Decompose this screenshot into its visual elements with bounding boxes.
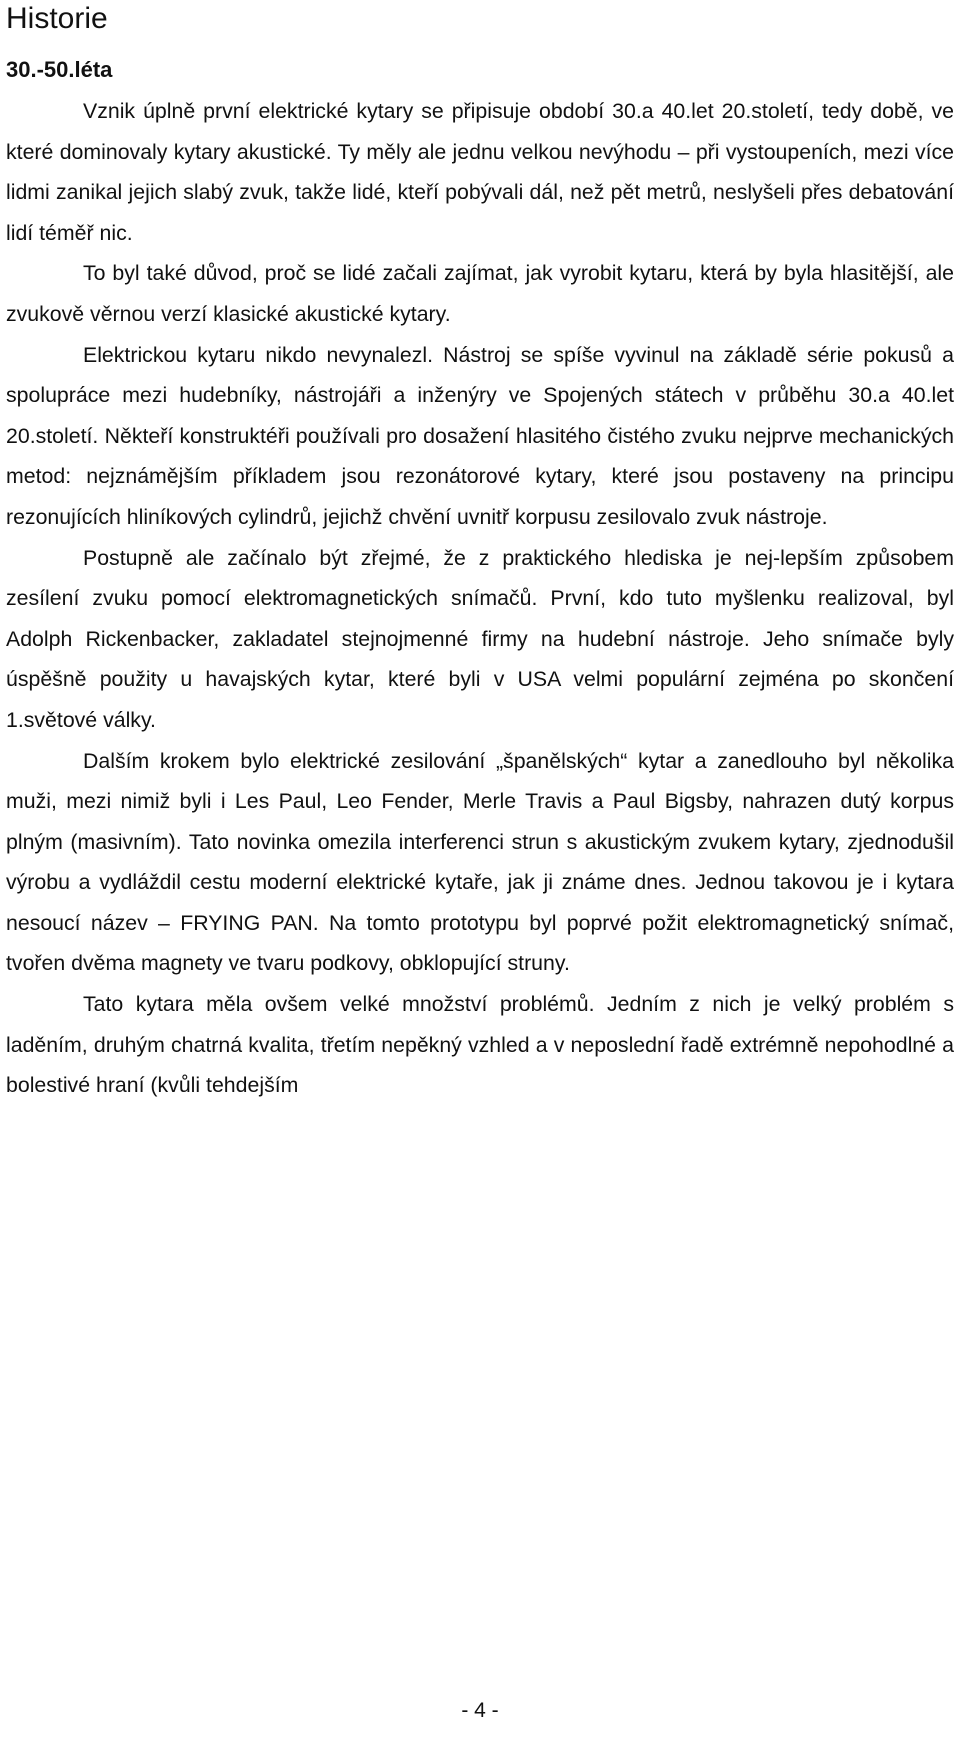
paragraph-pickups: Postupně ale začínalo být zřejmé, že z praktického hlediska je nej-lepším způsobem zesílení zvuku pomocí elektromagnetických snímačů. První, kdo tuto myšlenku realizoval, byl Adolph Rickenbacker, zakladatel stejnojmenné firmy na hudební nástroje. Jeho snímače byly úspěšně použity u havajských kytar, které byli v USA velmi populární zejména po skončení 1.světové války. [6, 545, 954, 732]
document-page [6, 0, 954, 1106]
paragraph-solid-body: Dalším krokem bylo elektrické zesilování „španělských“ kytar a zanedlouho byl několika muži, mezi nimiž byli i Les Paul, Leo Fender, Merle Travis a Paul Bigsby, nahrazen dutý korpus plným (masivním). Tato novinka omezila interferenci strun s akustickým zvukem kytary, zjednodušil výrobu a vydláždil cestu moderní elektrické kytaře, jak ji známe dnes. Jednou takovou je i kytara nesoucí název – FRYING PAN. Na tomto prototypu byl poprvé požit elektromagnetický snímač, tvořen dvěma magnety ve tvaru podkovy, obklopující struny. [6, 748, 954, 976]
page-title: Historie [6, 2, 108, 35]
document-body [6, 91, 954, 1106]
paragraph-origin: Vznik úplně první elektrické kytary se připisuje období 30.a 40.let 20.století, tedy době, ve které dominovaly kytary akustické. Ty měly ale jednu velkou nevýhodu – při vystoupeních, mezi více lidmi zanikal jejich slabý zvuk, takže lidé, kteří pobývali dál, než pět metrů, neslyšeli přes debatování lidí téměř nic. [6, 99, 954, 245]
paragraph-reason: To byl také důvod, proč se lidé začali zajímat, jak vyrobit kytaru, která by byla hlasitější, ale zvukově věrnou verzí klasické akustické kytary. [6, 261, 954, 326]
page-number: - 4 - [461, 1699, 499, 1722]
paragraph-development: Elektrickou kytaru nikdo nevynalezl. Nástroj se spíše vyvinul na základě série pokusů a spolupráce mezi hudebníky, nástrojáři a inženýry ve Spojených státech v průběhu 30.a 40.let 20.století. Někteří konstruktéři používali pro dosažení hlasitého čistého zvuku nejprve mechanických metod: nejznámějším příkladem jsou rezonátorové kytary, které jsou postaveny na principu rezonujících hliníkových cylindrů, jejichž chvění uvnitř korpusu zesilovalo zvuk nástroje. [6, 342, 954, 529]
paragraph-problems: Tato kytara měla ovšem velké množství problémů. Jedním z nich je velký problém s laděním, druhým chatrná kvalita, třetím nepěkný vzhled a v neposlední řadě extrémně nepohodlné a bolestivé hraní (kvůli tehdejším [6, 992, 954, 1098]
section-heading: 30.-50.léta [6, 57, 113, 82]
